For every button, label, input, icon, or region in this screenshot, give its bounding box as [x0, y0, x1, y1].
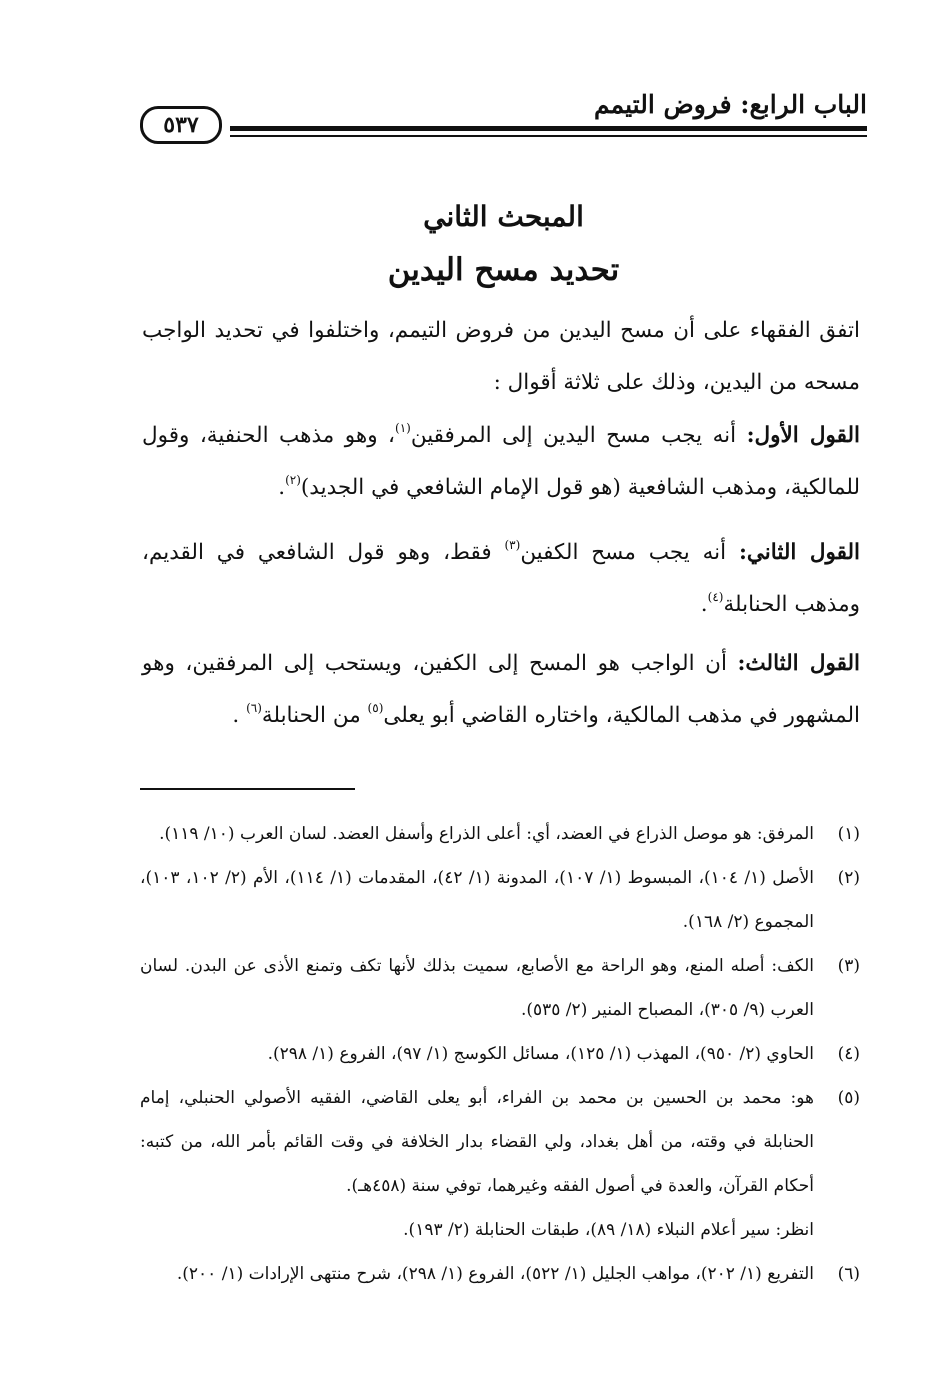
footnote-text: الحاوي (٢/ ٩٥٠)، المهذب (١/ ١٢٥)، مسائل الكوسج (١/ ٩٧)، الفروع (١/ ٢٩٨). [267, 1044, 814, 1064]
footnote-5 [140, 1076, 860, 1252]
footnote-2 [140, 856, 860, 944]
footnote-number: (٦) [837, 1264, 860, 1284]
opinion-paragraph-3: القول الثالث: أن الواجب هو المسح إلى الكفين، ويستحب إلى المرفقين، وهو المشهور في مذهب المالكية، واختاره القاضي أبو يعلى$^{(٥)}$ من الحنابلة$^{(٦)}$ . [142, 651, 860, 728]
footnote-1 [140, 812, 860, 856]
section-title: تحديد مسح اليدين [387, 252, 620, 288]
footnote-number: (٢) [837, 868, 860, 888]
footnote-3 [140, 944, 860, 1032]
footnote-ref[interactable]: (٢) [285, 473, 301, 487]
page-number-badge [140, 106, 222, 144]
opinion-paragraph-2: القول الثاني: أنه يجب مسح الكفين$^{(٣)}$ فقط، وهو قول الشافعي في القديم، ومذهب الحنابلة$^{(٤)}$. [142, 538, 861, 617]
footnote-reference-line: انظر: سير أعلام النبلاء (١٨/ ٨٩)، طبقات الحنابلة (٢/ ١٩٣). [403, 1220, 814, 1240]
footnote-4 [140, 1032, 860, 1076]
footnote-number: (٤) [837, 1044, 860, 1064]
footnotes [140, 812, 860, 1296]
header-rule-thick [230, 126, 867, 131]
footnote-ref[interactable]: (٤) [707, 590, 724, 604]
chapter-title: الباب الرابع: فروض التيمم [594, 90, 867, 119]
footnote-text: التفريع (١/ ٢٠٢)، مواهب الجليل (١/ ٥٢٢)، الفروع (١/ ٢٩٨)، شرح منتهى الإرادات (١/ ٢٠٠). [176, 1264, 814, 1284]
footnote-ref[interactable]: (١) [395, 421, 411, 435]
footnote-ref[interactable]: (٥) [367, 701, 384, 715]
footnote-number: (٣) [837, 956, 860, 976]
footnote-6 [140, 1252, 860, 1296]
header-rule-thin [230, 135, 867, 137]
footnote-text: المرفق: هو موصل الذراع في العضد، أي: أعلى الذراع وأسفل العضد. لسان العرب (١٠/ ١١٩). [159, 824, 814, 844]
footnote-ref[interactable]: (٣) [504, 538, 521, 552]
section-label: المبحث الثاني [423, 200, 584, 233]
footnote-number: (١) [837, 824, 860, 844]
footnote-separator [140, 788, 355, 790]
footnote-text: هو: محمد بن الحسين بن محمد بن الفراء، أبو يعلى القاضي، الفقيه الأصولي الحنبلي، إمام الحنابلة في وقته، من أهل بغداد، ولي القضاء بدار الخلافة في وقت القائم بأمر الله، من كتبه: أحكام القرآن، والعدة في أصول الفقه وغيرهما، توفي سنة (٤٥٨هـ). [140, 1088, 814, 1196]
opinion-label: القول الثاني: [738, 540, 861, 565]
running-header [140, 78, 867, 148]
opinion-paragraph-1: القول الأول: أنه يجب مسح اليدين إلى المرفقين$^{(١)}$، وهو مذهب الحنفية، وقول للمالكية، ومذهب الشافعية (هو قول الإمام الشافعي في الجديد)$^{(٢)}$. [142, 421, 860, 500]
page-number: ٥٣٧ [163, 112, 199, 138]
opinion-label: القول الأول: [746, 423, 860, 448]
opinion-label: القول الثالث: [737, 651, 860, 676]
intro-paragraph: اتفق الفقهاء على أن مسح اليدين من فروض التيمم، واختلفوا في تحديد الواجب مسحه من اليدين، وذلك على ثلاثة أقوال : [142, 318, 860, 395]
footnote-number: (٥) [837, 1088, 860, 1108]
footnote-text: الكف: أصله المنع، وهو الراحة مع الأصابع، سميت بذلك لأنها تكف وتمنع الأذى عن البدن. لسان العرب (٩/ ٣٠٥)، المصباح المنير (٢/ ٥٣٥). [140, 956, 814, 1020]
footnote-text: الأصل (١/ ١٠٤)، المبسوط (١/ ١٠٧)، المدونة (١/ ٤٢)، المقدمات (١/ ١١٤)، الأم (٢/ ١٠٢، ١٠٣)، المجموع (٢/ ١٦٨). [140, 868, 815, 932]
footnote-ref[interactable]: (٦) [246, 701, 262, 715]
